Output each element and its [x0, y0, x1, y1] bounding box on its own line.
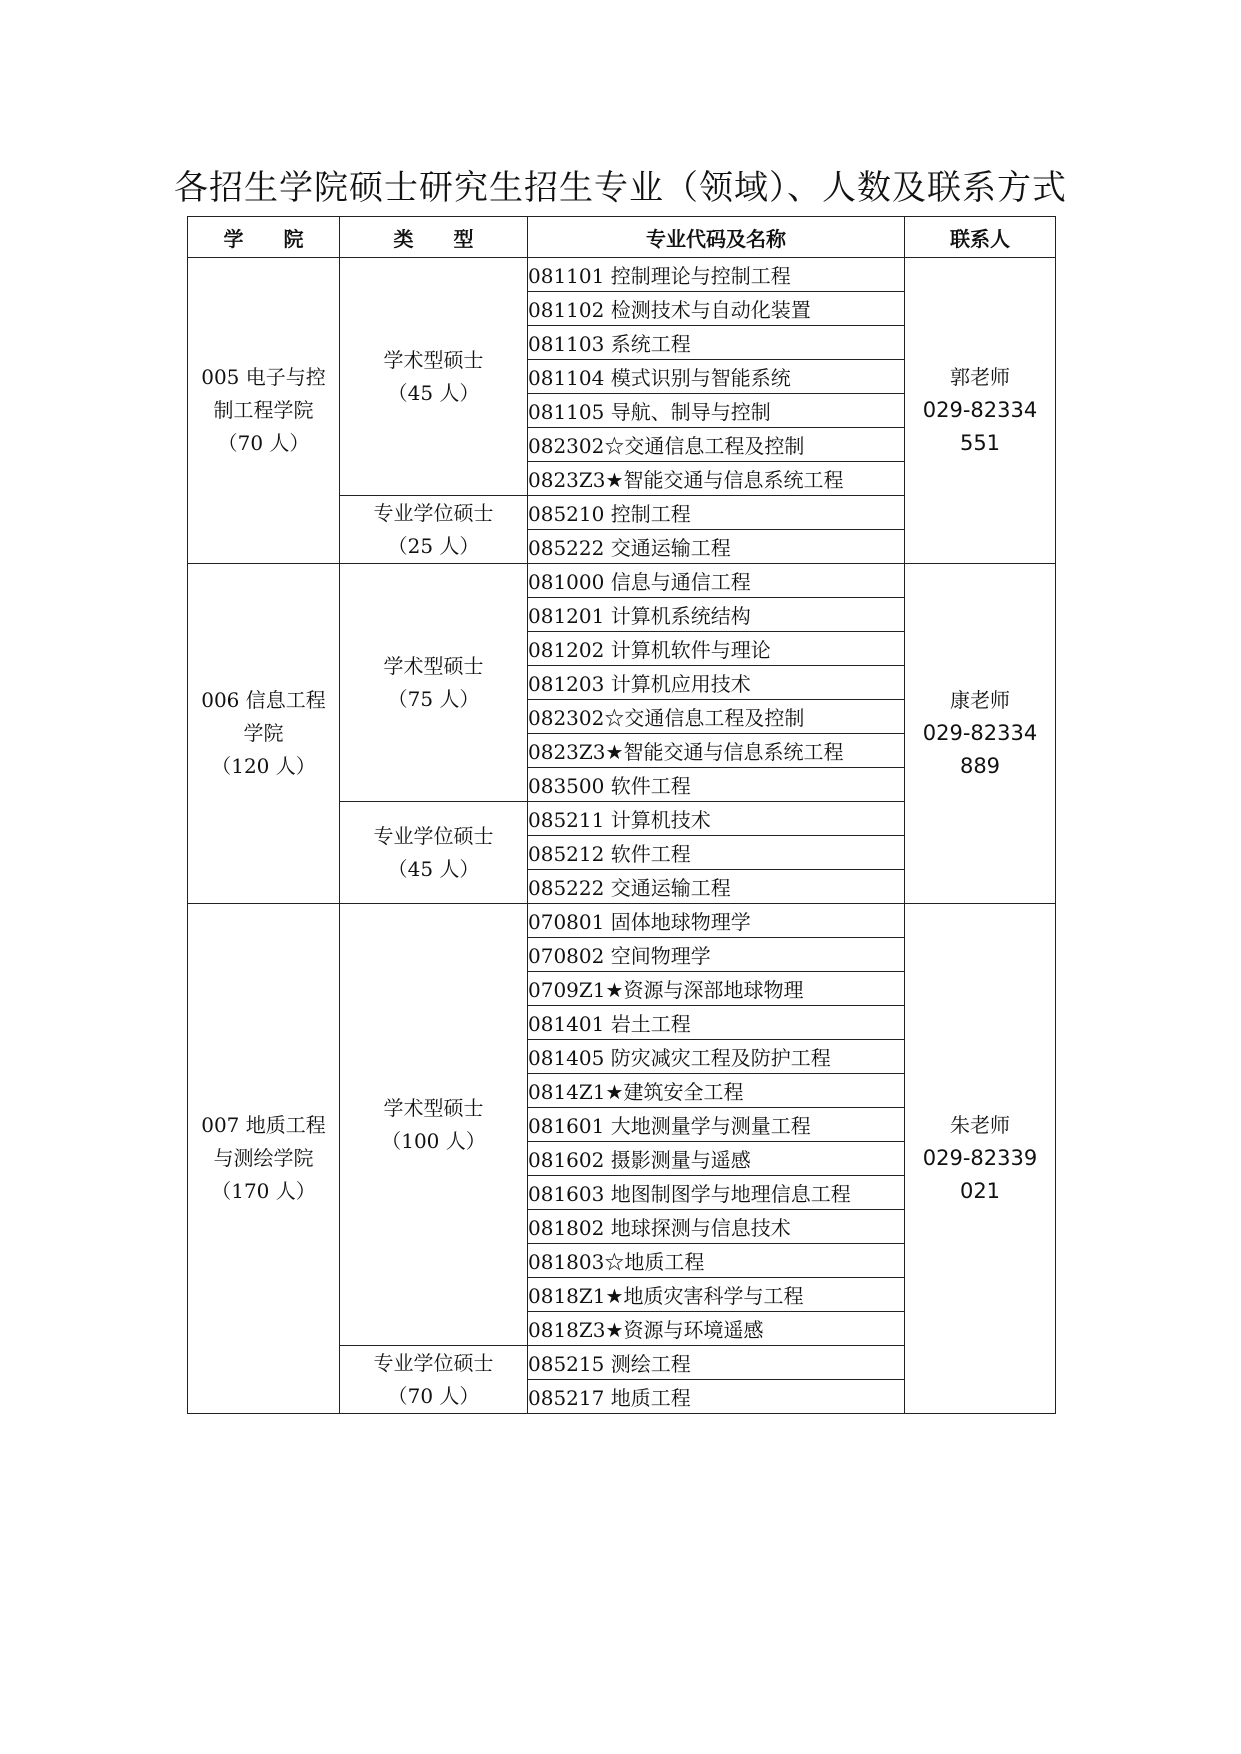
table-row: [188, 258, 1056, 292]
major-cell: 0709Z1★资源与深部地球物理: [528, 972, 905, 1006]
type-cell-academic: [340, 258, 528, 496]
contact-phone: 551: [959, 431, 1001, 455]
type-count: （25 人）: [387, 533, 480, 558]
contact-phone: 029-82339: [922, 1146, 1038, 1170]
type-count: （75 人）: [387, 686, 480, 711]
major-cell: 0823Z3★智能交通与信息系统工程: [528, 734, 905, 768]
type-cell-professional: [340, 802, 528, 904]
header-college: 学 院: [188, 217, 340, 258]
major-cell: 083500 软件工程: [528, 768, 905, 802]
college-name: 006 信息工程: [201, 688, 326, 712]
document-title: 各招生学院硕士研究生招生专业（领域）、人数及联系方式: [174, 168, 1067, 208]
college-count: （120 人）: [211, 754, 316, 778]
college-cell: [188, 258, 340, 564]
major-cell: 085211 计算机技术: [528, 802, 905, 836]
type-label: 学术型硕士: [383, 1095, 484, 1120]
type-label: 专业学位硕士: [373, 823, 494, 848]
contact-cell: [905, 564, 1056, 904]
major-cell: 081601 大地测量学与测量工程: [528, 1108, 905, 1142]
major-cell: 085210 控制工程: [528, 496, 905, 530]
contact-name: 郭老师: [950, 365, 1010, 389]
college-name: 005 电子与控: [201, 365, 326, 389]
college-cell: [188, 904, 340, 1414]
contact-phone: 889: [959, 754, 1001, 778]
contact-cell: [905, 258, 1056, 564]
table-body: [188, 258, 1056, 1414]
type-count: （100 人）: [381, 1128, 486, 1153]
header-major: 专业代码及名称: [528, 217, 905, 258]
major-cell: 0818Z3★资源与环境遥感: [528, 1312, 905, 1346]
major-cell: 085222 交通运输工程: [528, 870, 905, 904]
college-name: 制工程学院: [213, 398, 314, 422]
major-cell: 082302☆交通信息工程及控制: [528, 700, 905, 734]
college-count: （70 人）: [217, 431, 310, 455]
major-cell: 081401 岩土工程: [528, 1006, 905, 1040]
college-name: 007 地质工程: [201, 1113, 326, 1137]
major-cell: 085212 软件工程: [528, 836, 905, 870]
major-cell: 081405 防灾减灾工程及防护工程: [528, 1040, 905, 1074]
major-cell: 0823Z3★智能交通与信息系统工程: [528, 462, 905, 496]
table-row: [188, 564, 1056, 598]
major-cell: 081000 信息与通信工程: [528, 564, 905, 598]
major-cell: 085217 地质工程: [528, 1380, 905, 1414]
college-name: 与测绘学院: [213, 1146, 314, 1170]
major-cell: 085215 测绘工程: [528, 1346, 905, 1380]
major-cell: 081202 计算机软件与理论: [528, 632, 905, 666]
college-count: （170 人）: [211, 1179, 316, 1203]
type-count: （45 人）: [387, 380, 480, 405]
contact-phone: 029-82334: [922, 398, 1038, 422]
header-contact: 联系人: [905, 217, 1056, 258]
contact-phone: 029-82334: [922, 721, 1038, 745]
type-cell-academic: [340, 904, 528, 1346]
major-cell: 0818Z1★地质灾害科学与工程: [528, 1278, 905, 1312]
type-label: 学术型硕士: [383, 653, 484, 678]
contact-name: 朱老师: [950, 1113, 1010, 1137]
major-cell: 081103 系统工程: [528, 326, 905, 360]
type-cell-professional: [340, 496, 528, 564]
major-cell: 081602 摄影测量与遥感: [528, 1142, 905, 1176]
type-count: （45 人）: [387, 856, 480, 881]
type-label: 专业学位硕士: [373, 1350, 494, 1375]
contact-phone: 021: [959, 1179, 1001, 1203]
major-cell: 081803☆地质工程: [528, 1244, 905, 1278]
type-label: 专业学位硕士: [373, 500, 494, 525]
major-cell: 081101 控制理论与控制工程: [528, 258, 905, 292]
major-cell: 081104 模式识别与智能系统: [528, 360, 905, 394]
major-cell: 081105 导航、制导与控制: [528, 394, 905, 428]
table-row: [188, 904, 1056, 938]
major-cell: 085222 交通运输工程: [528, 530, 905, 564]
college-name: 学院: [243, 721, 284, 745]
major-cell: 081603 地图制图学与地理信息工程: [528, 1176, 905, 1210]
header-row: [188, 217, 1056, 258]
type-cell-professional: [340, 1346, 528, 1414]
type-count: （70 人）: [387, 1383, 480, 1408]
contact-name: 康老师: [950, 688, 1010, 712]
type-label: 学术型硕士: [383, 347, 484, 372]
major-cell: 070801 固体地球物理学: [528, 904, 905, 938]
contact-cell: [905, 904, 1056, 1414]
major-cell: 081802 地球探测与信息技术: [528, 1210, 905, 1244]
major-cell: 082302☆交通信息工程及控制: [528, 428, 905, 462]
major-cell: 070802 空间物理学: [528, 938, 905, 972]
enrollment-table: [187, 216, 1056, 1414]
college-cell: [188, 564, 340, 904]
major-cell: 081102 检测技术与自动化装置: [528, 292, 905, 326]
header-type: 类 型: [340, 217, 528, 258]
major-cell: 081201 计算机系统结构: [528, 598, 905, 632]
major-cell: 081203 计算机应用技术: [528, 666, 905, 700]
major-cell: 0814Z1★建筑安全工程: [528, 1074, 905, 1108]
type-cell-academic: [340, 564, 528, 802]
